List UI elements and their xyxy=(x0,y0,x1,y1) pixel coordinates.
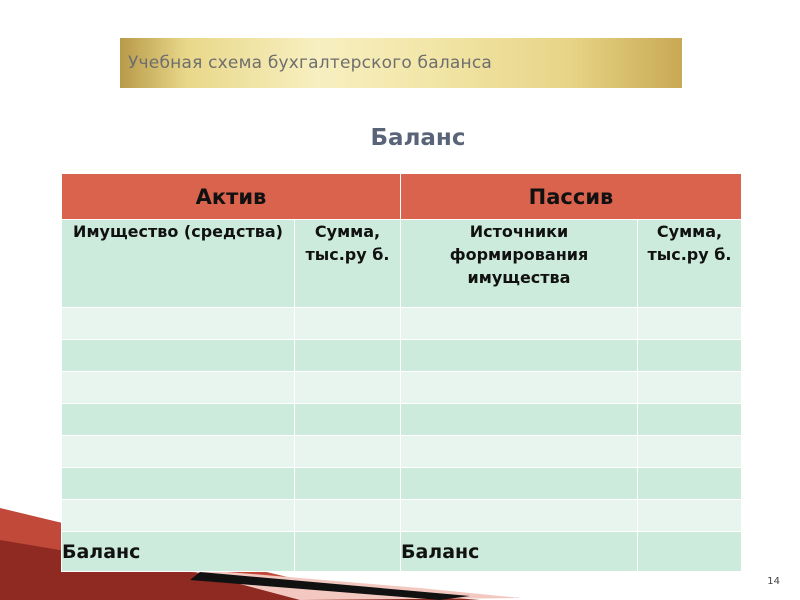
table-cell xyxy=(295,372,401,404)
table-cell xyxy=(62,340,295,372)
table-row xyxy=(62,404,742,436)
table-row xyxy=(62,468,742,500)
table-cell xyxy=(295,500,401,532)
table-row xyxy=(62,500,742,532)
liability-balance-label: Баланс xyxy=(401,532,638,572)
balance-heading: Баланс xyxy=(370,125,466,151)
table-cell xyxy=(401,436,638,468)
liability-balance-sum xyxy=(638,532,742,572)
table-cell xyxy=(62,372,295,404)
table-cell xyxy=(638,308,742,340)
table-cell xyxy=(295,308,401,340)
table-cell xyxy=(62,468,295,500)
balance-table xyxy=(61,173,742,572)
table-cell xyxy=(401,340,638,372)
table-cell xyxy=(62,500,295,532)
table-cell xyxy=(295,436,401,468)
liability-sum-column-header: Сумма, тыс.ру б. xyxy=(638,220,742,308)
table-cell xyxy=(638,436,742,468)
assets-column-header: Имущество (средства) xyxy=(62,220,295,308)
liability-header: Пассив xyxy=(401,174,742,220)
group-header-row xyxy=(62,174,742,220)
title-banner xyxy=(120,38,682,88)
table-row xyxy=(62,340,742,372)
balance-total-row xyxy=(62,532,742,572)
table-cell xyxy=(638,372,742,404)
table-cell xyxy=(401,404,638,436)
table-cell xyxy=(638,500,742,532)
table-cell xyxy=(638,468,742,500)
asset-balance-sum xyxy=(295,532,401,572)
table-cell xyxy=(295,468,401,500)
table-row xyxy=(62,372,742,404)
table-cell xyxy=(62,404,295,436)
page-number: 14 xyxy=(767,576,780,587)
table-cell xyxy=(62,436,295,468)
asset-sum-column-header: Сумма, тыс.ру б. xyxy=(295,220,401,308)
sources-column-header: Источники формирования имущества xyxy=(401,220,638,308)
table-row xyxy=(62,436,742,468)
table-cell xyxy=(401,500,638,532)
table-cell xyxy=(401,468,638,500)
slide-title: Учебная схема бухгалтерского баланса xyxy=(128,53,493,73)
table-cell xyxy=(62,308,295,340)
table-cell xyxy=(638,340,742,372)
column-header-row xyxy=(62,220,742,308)
asset-balance-label: Баланс xyxy=(62,532,295,572)
table-row xyxy=(62,308,742,340)
asset-header: Актив xyxy=(62,174,401,220)
table-cell xyxy=(295,340,401,372)
table-cell xyxy=(295,404,401,436)
table-cell xyxy=(401,372,638,404)
table-cell xyxy=(401,308,638,340)
table-cell xyxy=(638,404,742,436)
